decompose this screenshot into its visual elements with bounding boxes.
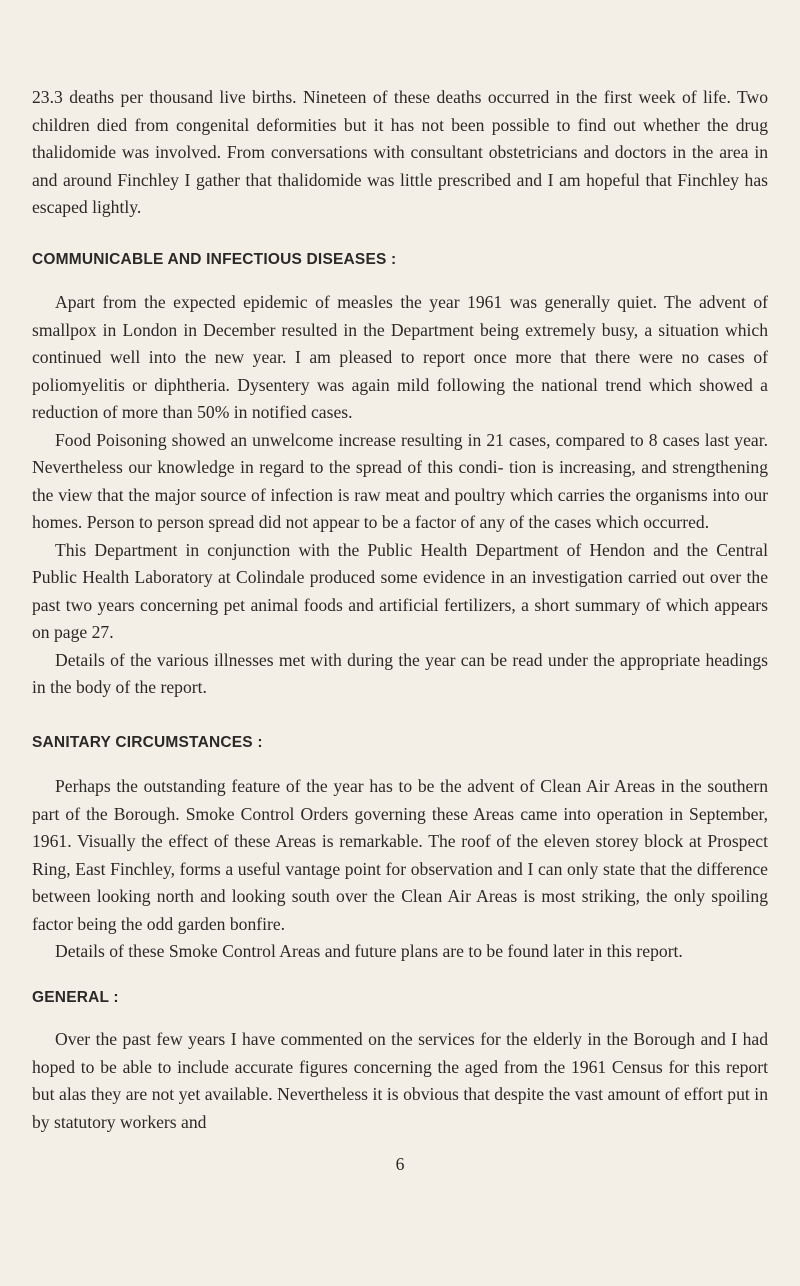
communicable-paragraph-3: This Department in conjunction with the Public Health Department of Hendon and the Central Public Health Laboratory at Colindale produced some evidence in an investigation carried out over the past two years concerning pet animal foods and artificial fertilizers, a short summary of which appears on page 27. [32, 539, 768, 642]
communicable-paragraph-1: Apart from the expected epidemic of measles the year 1961 was generally quiet. The advent of smallpox in London in December resulted in the Department being extremely busy, a situation which continued well into the new year. I am pleased to report once more that there were no cases of poliomyelitis or diphtheria. Dysentery was again mild following the national trend which showed a reduction of more than 50% in notified cases. [32, 292, 768, 422]
general-paragraph-1: Over the past few years I have commented on the services for the elderly in the Borough and I had hoped to be able to include accurate figures concerning the aged from the 1961 Census for this report but alas they are not yet available. Nevertheless it is obvious that despite the vast amount of effort put in by statutory workers and [32, 1029, 768, 1132]
sanitary-paragraph-2: Details of these Smoke Control Areas and future plans are to be found later in this report. [55, 941, 683, 961]
section-heading-communicable-diseases: COMMUNICABLE AND INFECTIOUS DISEASES : [32, 250, 397, 268]
section-heading-sanitary-circumstances: SANITARY CIRCUMSTANCES : [32, 733, 263, 751]
intro-paragraph: 23.3 deaths per thousand live births. Nineteen of these deaths occurred in the first week of life. Two children died from congenital deformities but it has not been possible to find out whether the drug thalidomide was involved. From conversations with consultant obstetricians and doctors in the area in and around Finchley I gather that thalidomide was little prescribed and I am hopeful that Finchley has escaped lightly. [32, 87, 768, 217]
sanitary-paragraph-1: Perhaps the outstanding feature of the year has to be the advent of Clean Air Areas in the southern part of the Borough. Smoke Control Orders governing these Areas came into operation in September, 1961. Visually the effect of these Areas is remarkable. The roof of the eleven storey block at Prospect Ring, East Finchley, forms a useful vantage point for observation and I can only state that the difference between looking north and looking south over the Clean Air Areas is most striking, the only spoiling factor being the odd garden bonfire. [32, 776, 768, 934]
page-number: 6 [395, 1154, 405, 1174]
communicable-paragraph-4: Details of the various illnesses met with during the year can be read under the appropriate headings in the body of the report. [32, 649, 768, 697]
report-page [32, 84, 768, 1136]
section-heading-general: GENERAL : [32, 988, 119, 1006]
communicable-paragraph-2: Food Poisoning showed an unwelcome increase resulting in 21 cases, compared to 8 cases last year. Nevertheless our knowledge in regard to the spread of this condi- tion is increasing, and strengthening the view that the major source of infection is raw meat and poultry which carries the organisms into our homes. Person to person spread did not appear to be a factor of any of the cases which occurred. [32, 429, 768, 532]
